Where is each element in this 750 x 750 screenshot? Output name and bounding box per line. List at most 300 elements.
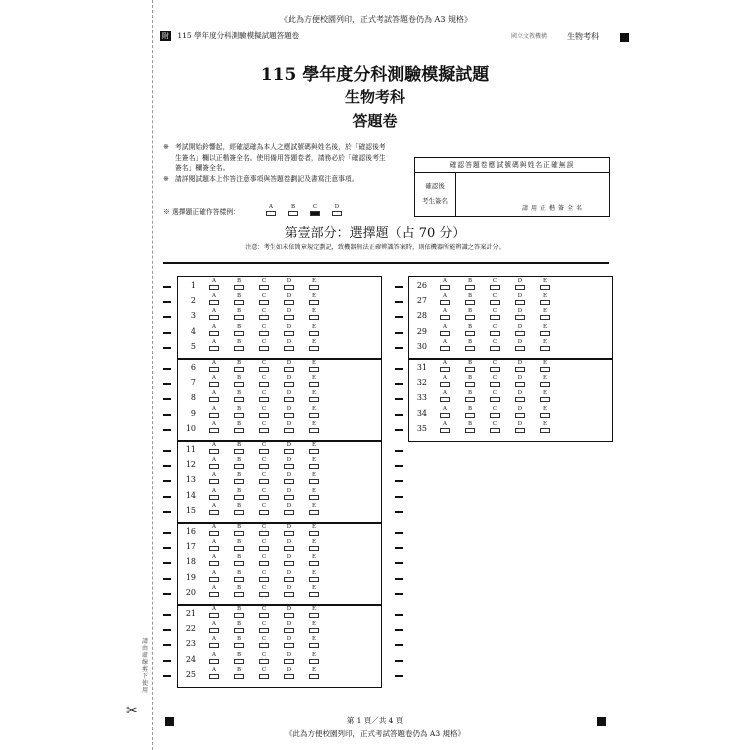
- bubble-box[interactable]: [284, 643, 294, 648]
- bubble-box[interactable]: [259, 613, 269, 618]
- answer-bubble[interactable]: [439, 308, 451, 320]
- bubble-box[interactable]: [490, 428, 500, 433]
- answer-bubble[interactable]: [489, 278, 501, 290]
- answer-bubble[interactable]: [439, 278, 451, 290]
- answer-bubble[interactable]: [233, 652, 245, 664]
- answer-bubble[interactable]: [258, 390, 270, 402]
- bubble-box[interactable]: [284, 510, 294, 515]
- answer-bubble[interactable]: [208, 472, 220, 484]
- answer-bubble[interactable]: [233, 606, 245, 618]
- bubble-box[interactable]: [259, 628, 269, 633]
- bubble-box[interactable]: [309, 464, 319, 469]
- answer-bubble[interactable]: [514, 421, 526, 433]
- answer-bubble[interactable]: [208, 339, 220, 351]
- answer-bubble[interactable]: [283, 585, 295, 597]
- answer-bubble[interactable]: [308, 606, 320, 618]
- answer-bubble[interactable]: [258, 472, 270, 484]
- answer-bubble[interactable]: [258, 360, 270, 372]
- answer-bubble[interactable]: [439, 406, 451, 418]
- answer-bubble[interactable]: [308, 390, 320, 402]
- answer-bubble[interactable]: [283, 360, 295, 372]
- bubble-box[interactable]: [284, 331, 294, 336]
- answer-bubble[interactable]: [258, 606, 270, 618]
- answer-bubble[interactable]: [308, 278, 320, 290]
- bubble-box[interactable]: [209, 464, 219, 469]
- answer-bubble[interactable]: [233, 406, 245, 418]
- answer-bubble[interactable]: [283, 293, 295, 305]
- bubble-box[interactable]: [490, 315, 500, 320]
- bubble-box[interactable]: [259, 413, 269, 418]
- answer-bubble[interactable]: [308, 524, 320, 536]
- answer-bubble[interactable]: [539, 339, 551, 351]
- answer-bubble[interactable]: [308, 652, 320, 664]
- bubble-box[interactable]: [259, 464, 269, 469]
- bubble-box[interactable]: [209, 479, 219, 484]
- bubble-box[interactable]: [209, 315, 219, 320]
- answer-bubble[interactable]: [233, 585, 245, 597]
- bubble-box[interactable]: [284, 577, 294, 582]
- answer-bubble[interactable]: [439, 421, 451, 433]
- answer-bubble[interactable]: [464, 293, 476, 305]
- answer-bubble[interactable]: [308, 570, 320, 582]
- answer-bubble[interactable]: [208, 585, 220, 597]
- bubble-box[interactable]: [259, 479, 269, 484]
- answer-bubble[interactable]: [208, 406, 220, 418]
- bubble-box[interactable]: [540, 367, 550, 372]
- bubble-box[interactable]: [490, 331, 500, 336]
- answer-bubble[interactable]: [283, 375, 295, 387]
- answer-bubble[interactable]: [233, 278, 245, 290]
- answer-bubble[interactable]: [539, 406, 551, 418]
- answer-bubble[interactable]: [258, 539, 270, 551]
- answer-bubble[interactable]: [308, 293, 320, 305]
- answer-bubble[interactable]: [308, 554, 320, 566]
- bubble-box[interactable]: [440, 285, 450, 290]
- answer-bubble[interactable]: [308, 324, 320, 336]
- bubble-box[interactable]: [284, 428, 294, 433]
- bubble-box[interactable]: [309, 577, 319, 582]
- answer-bubble[interactable]: [308, 360, 320, 372]
- answer-bubble[interactable]: [283, 606, 295, 618]
- answer-bubble[interactable]: [464, 360, 476, 372]
- answer-bubble[interactable]: [208, 667, 220, 679]
- bubble-box[interactable]: [209, 659, 219, 664]
- answer-bubble[interactable]: [208, 278, 220, 290]
- answer-bubble[interactable]: [514, 308, 526, 320]
- bubble-box[interactable]: [259, 546, 269, 551]
- answer-bubble[interactable]: [233, 324, 245, 336]
- bubble-box[interactable]: [234, 495, 244, 500]
- bubble-box[interactable]: [209, 674, 219, 679]
- bubble-box[interactable]: [284, 628, 294, 633]
- answer-bubble[interactable]: [464, 390, 476, 402]
- answer-bubble[interactable]: [258, 621, 270, 633]
- answer-bubble[interactable]: [258, 308, 270, 320]
- answer-bubble[interactable]: [208, 308, 220, 320]
- bubble-box[interactable]: [440, 331, 450, 336]
- bubble-box[interactable]: [490, 382, 500, 387]
- answer-bubble[interactable]: [308, 308, 320, 320]
- answer-bubble[interactable]: [539, 421, 551, 433]
- answer-bubble[interactable]: [258, 488, 270, 500]
- answer-bubble[interactable]: [464, 421, 476, 433]
- bubble-box[interactable]: [490, 300, 500, 305]
- answer-bubble[interactable]: [258, 406, 270, 418]
- answer-bubble[interactable]: [308, 636, 320, 648]
- bubble-box[interactable]: [309, 315, 319, 320]
- bubble-box[interactable]: [515, 367, 525, 372]
- answer-bubble[interactable]: [208, 488, 220, 500]
- answer-bubble[interactable]: [439, 375, 451, 387]
- bubble-box[interactable]: [284, 561, 294, 566]
- answer-bubble[interactable]: [514, 375, 526, 387]
- answer-bubble[interactable]: [208, 554, 220, 566]
- bubble-box[interactable]: [259, 592, 269, 597]
- bubble-box[interactable]: [490, 346, 500, 351]
- answer-bubble[interactable]: [308, 585, 320, 597]
- answer-bubble[interactable]: [489, 406, 501, 418]
- bubble-box[interactable]: [259, 331, 269, 336]
- answer-bubble[interactable]: [514, 360, 526, 372]
- bubble-box[interactable]: [259, 382, 269, 387]
- bubble-box[interactable]: [309, 592, 319, 597]
- bubble-box[interactable]: [209, 428, 219, 433]
- bubble-box[interactable]: [284, 397, 294, 402]
- answer-bubble[interactable]: [258, 636, 270, 648]
- answer-bubble[interactable]: [283, 442, 295, 454]
- answer-bubble[interactable]: [283, 278, 295, 290]
- bubble-box[interactable]: [540, 346, 550, 351]
- answer-bubble[interactable]: [489, 390, 501, 402]
- bubble-box[interactable]: [209, 531, 219, 536]
- bubble-box[interactable]: [309, 495, 319, 500]
- bubble-box[interactable]: [515, 413, 525, 418]
- bubble-box[interactable]: [284, 531, 294, 536]
- bubble-box[interactable]: [259, 510, 269, 515]
- answer-bubble[interactable]: [439, 339, 451, 351]
- answer-bubble[interactable]: [208, 524, 220, 536]
- bubble-box[interactable]: [209, 546, 219, 551]
- bubble-box[interactable]: [515, 315, 525, 320]
- bubble-box[interactable]: [309, 413, 319, 418]
- answer-bubble[interactable]: [308, 667, 320, 679]
- answer-bubble[interactable]: [514, 324, 526, 336]
- answer-bubble[interactable]: [233, 293, 245, 305]
- answer-bubble[interactable]: [208, 375, 220, 387]
- bubble-box[interactable]: [309, 561, 319, 566]
- answer-bubble[interactable]: [539, 375, 551, 387]
- answer-bubble[interactable]: [539, 293, 551, 305]
- bubble-box[interactable]: [259, 449, 269, 454]
- answer-bubble[interactable]: [258, 524, 270, 536]
- answer-bubble[interactable]: [464, 278, 476, 290]
- answer-bubble[interactable]: [514, 390, 526, 402]
- answer-bubble[interactable]: [258, 457, 270, 469]
- bubble-box[interactable]: [284, 346, 294, 351]
- answer-bubble[interactable]: [208, 503, 220, 515]
- bubble-box[interactable]: [540, 397, 550, 402]
- bubble-box[interactable]: [259, 397, 269, 402]
- bubble-box[interactable]: [284, 300, 294, 305]
- bubble-box[interactable]: [209, 613, 219, 618]
- answer-bubble[interactable]: [283, 570, 295, 582]
- bubble-box[interactable]: [209, 346, 219, 351]
- answer-bubble[interactable]: [233, 472, 245, 484]
- bubble-box[interactable]: [209, 449, 219, 454]
- bubble-box[interactable]: [234, 449, 244, 454]
- bubble-box[interactable]: [259, 531, 269, 536]
- answer-bubble[interactable]: [233, 360, 245, 372]
- bubble-box[interactable]: [234, 428, 244, 433]
- bubble-box[interactable]: [440, 413, 450, 418]
- answer-bubble[interactable]: [233, 488, 245, 500]
- answer-bubble[interactable]: [283, 652, 295, 664]
- bubble-box[interactable]: [309, 674, 319, 679]
- answer-bubble[interactable]: [233, 539, 245, 551]
- bubble-box[interactable]: [209, 300, 219, 305]
- answer-bubble[interactable]: [539, 308, 551, 320]
- answer-bubble[interactable]: [258, 339, 270, 351]
- bubble-box[interactable]: [209, 643, 219, 648]
- answer-bubble[interactable]: [464, 375, 476, 387]
- bubble-box[interactable]: [284, 285, 294, 290]
- answer-bubble[interactable]: [233, 308, 245, 320]
- bubble-box[interactable]: [259, 643, 269, 648]
- answer-bubble[interactable]: [489, 339, 501, 351]
- bubble-box[interactable]: [209, 510, 219, 515]
- answer-bubble[interactable]: [308, 488, 320, 500]
- bubble-box[interactable]: [259, 561, 269, 566]
- bubble-box[interactable]: [515, 331, 525, 336]
- bubble-box[interactable]: [309, 659, 319, 664]
- answer-bubble[interactable]: [258, 585, 270, 597]
- answer-bubble[interactable]: [208, 293, 220, 305]
- answer-bubble[interactable]: [258, 293, 270, 305]
- answer-bubble[interactable]: [489, 421, 501, 433]
- answer-bubble[interactable]: [539, 278, 551, 290]
- answer-bubble[interactable]: [464, 339, 476, 351]
- bubble-box[interactable]: [490, 367, 500, 372]
- bubble-box[interactable]: [259, 428, 269, 433]
- bubble-box[interactable]: [284, 479, 294, 484]
- answer-bubble[interactable]: [208, 324, 220, 336]
- bubble-box[interactable]: [234, 464, 244, 469]
- bubble-box[interactable]: [309, 428, 319, 433]
- answer-bubble[interactable]: [308, 539, 320, 551]
- bubble-box[interactable]: [259, 346, 269, 351]
- bubble-box[interactable]: [540, 285, 550, 290]
- answer-bubble[interactable]: [308, 457, 320, 469]
- bubble-box[interactable]: [234, 315, 244, 320]
- bubble-box[interactable]: [309, 397, 319, 402]
- bubble-box[interactable]: [259, 285, 269, 290]
- answer-bubble[interactable]: [233, 390, 245, 402]
- bubble-box[interactable]: [234, 592, 244, 597]
- bubble-box[interactable]: [309, 613, 319, 618]
- bubble-box[interactable]: [540, 300, 550, 305]
- bubble-box[interactable]: [465, 428, 475, 433]
- bubble-box[interactable]: [440, 346, 450, 351]
- bubble-box[interactable]: [234, 510, 244, 515]
- answer-bubble[interactable]: [258, 652, 270, 664]
- bubble-box[interactable]: [259, 315, 269, 320]
- bubble-box[interactable]: [309, 546, 319, 551]
- bubble-box[interactable]: [209, 495, 219, 500]
- answer-bubble[interactable]: [258, 421, 270, 433]
- bubble-box[interactable]: [515, 397, 525, 402]
- answer-bubble[interactable]: [283, 524, 295, 536]
- bubble-box[interactable]: [259, 300, 269, 305]
- bubble-box[interactable]: [540, 331, 550, 336]
- bubble-box[interactable]: [234, 285, 244, 290]
- answer-bubble[interactable]: [283, 503, 295, 515]
- bubble-box[interactable]: [465, 367, 475, 372]
- answer-bubble[interactable]: [514, 278, 526, 290]
- bubble-box[interactable]: [490, 285, 500, 290]
- answer-bubble[interactable]: [233, 524, 245, 536]
- bubble-box[interactable]: [234, 331, 244, 336]
- bubble-box[interactable]: [440, 397, 450, 402]
- answer-bubble[interactable]: [308, 339, 320, 351]
- bubble-box[interactable]: [234, 367, 244, 372]
- answer-bubble[interactable]: [514, 406, 526, 418]
- answer-bubble[interactable]: [308, 503, 320, 515]
- bubble-box[interactable]: [234, 300, 244, 305]
- bubble-box[interactable]: [440, 367, 450, 372]
- answer-bubble[interactable]: [308, 375, 320, 387]
- bubble-box[interactable]: [284, 367, 294, 372]
- bubble-box[interactable]: [284, 546, 294, 551]
- answer-bubble[interactable]: [308, 406, 320, 418]
- bubble-box[interactable]: [234, 382, 244, 387]
- bubble-box[interactable]: [234, 546, 244, 551]
- answer-bubble[interactable]: [233, 442, 245, 454]
- answer-bubble[interactable]: [489, 324, 501, 336]
- bubble-box[interactable]: [234, 674, 244, 679]
- bubble-box[interactable]: [440, 300, 450, 305]
- answer-bubble[interactable]: [308, 621, 320, 633]
- bubble-box[interactable]: [209, 561, 219, 566]
- bubble-box[interactable]: [234, 659, 244, 664]
- signature-box[interactable]: [414, 157, 610, 217]
- answer-bubble[interactable]: [258, 554, 270, 566]
- answer-bubble[interactable]: [283, 472, 295, 484]
- bubble-box[interactable]: [309, 628, 319, 633]
- answer-bubble[interactable]: [258, 667, 270, 679]
- bubble-box[interactable]: [234, 628, 244, 633]
- bubble-box[interactable]: [309, 300, 319, 305]
- bubble-box[interactable]: [234, 577, 244, 582]
- answer-bubble[interactable]: [283, 539, 295, 551]
- answer-bubble[interactable]: [233, 667, 245, 679]
- bubble-box[interactable]: [309, 331, 319, 336]
- answer-bubble[interactable]: [233, 457, 245, 469]
- bubble-box[interactable]: [234, 531, 244, 536]
- answer-bubble[interactable]: [208, 570, 220, 582]
- answer-bubble[interactable]: [208, 390, 220, 402]
- bubble-box[interactable]: [234, 346, 244, 351]
- bubble-box[interactable]: [309, 510, 319, 515]
- bubble-box[interactable]: [234, 561, 244, 566]
- answer-bubble[interactable]: [283, 457, 295, 469]
- bubble-box[interactable]: [515, 346, 525, 351]
- answer-bubble[interactable]: [308, 421, 320, 433]
- bubble-box[interactable]: [465, 413, 475, 418]
- bubble-box[interactable]: [309, 643, 319, 648]
- bubble-box[interactable]: [209, 413, 219, 418]
- answer-bubble[interactable]: [208, 360, 220, 372]
- answer-bubble[interactable]: [283, 636, 295, 648]
- bubble-box[interactable]: [515, 428, 525, 433]
- answer-bubble[interactable]: [283, 621, 295, 633]
- answer-bubble[interactable]: [464, 406, 476, 418]
- answer-bubble[interactable]: [489, 308, 501, 320]
- bubble-box[interactable]: [309, 285, 319, 290]
- answer-bubble[interactable]: [539, 324, 551, 336]
- answer-bubble[interactable]: [464, 308, 476, 320]
- bubble-box[interactable]: [490, 413, 500, 418]
- answer-bubble[interactable]: [439, 390, 451, 402]
- bubble-box[interactable]: [540, 315, 550, 320]
- bubble-box[interactable]: [284, 659, 294, 664]
- bubble-box[interactable]: [465, 382, 475, 387]
- answer-bubble[interactable]: [233, 570, 245, 582]
- bubble-box[interactable]: [540, 413, 550, 418]
- answer-bubble[interactable]: [489, 293, 501, 305]
- answer-bubble[interactable]: [283, 308, 295, 320]
- answer-bubble[interactable]: [208, 442, 220, 454]
- bubble-box[interactable]: [234, 643, 244, 648]
- bubble-box[interactable]: [209, 382, 219, 387]
- answer-bubble[interactable]: [258, 375, 270, 387]
- bubble-box[interactable]: [490, 397, 500, 402]
- answer-bubble[interactable]: [439, 360, 451, 372]
- bubble-box[interactable]: [284, 674, 294, 679]
- bubble-box[interactable]: [465, 331, 475, 336]
- bubble-box[interactable]: [540, 428, 550, 433]
- bubble-box[interactable]: [259, 495, 269, 500]
- bubble-box[interactable]: [540, 382, 550, 387]
- bubble-box[interactable]: [515, 382, 525, 387]
- answer-bubble[interactable]: [208, 621, 220, 633]
- bubble-box[interactable]: [259, 659, 269, 664]
- bubble-box[interactable]: [309, 531, 319, 536]
- bubble-box[interactable]: [259, 674, 269, 679]
- bubble-box[interactable]: [309, 367, 319, 372]
- answer-bubble[interactable]: [283, 324, 295, 336]
- answer-bubble[interactable]: [233, 503, 245, 515]
- bubble-box[interactable]: [440, 428, 450, 433]
- answer-bubble[interactable]: [283, 488, 295, 500]
- answer-bubble[interactable]: [283, 339, 295, 351]
- bubble-box[interactable]: [309, 479, 319, 484]
- answer-bubble[interactable]: [233, 339, 245, 351]
- bubble-box[interactable]: [465, 397, 475, 402]
- answer-bubble[interactable]: [283, 667, 295, 679]
- bubble-box[interactable]: [209, 331, 219, 336]
- bubble-box[interactable]: [284, 592, 294, 597]
- bubble-box[interactable]: [209, 285, 219, 290]
- answer-bubble[interactable]: [539, 390, 551, 402]
- bubble-box[interactable]: [234, 413, 244, 418]
- bubble-box[interactable]: [234, 397, 244, 402]
- answer-bubble[interactable]: [258, 324, 270, 336]
- bubble-box[interactable]: [209, 367, 219, 372]
- answer-bubble[interactable]: [258, 278, 270, 290]
- answer-bubble[interactable]: [539, 360, 551, 372]
- bubble-box[interactable]: [309, 382, 319, 387]
- answer-bubble[interactable]: [233, 636, 245, 648]
